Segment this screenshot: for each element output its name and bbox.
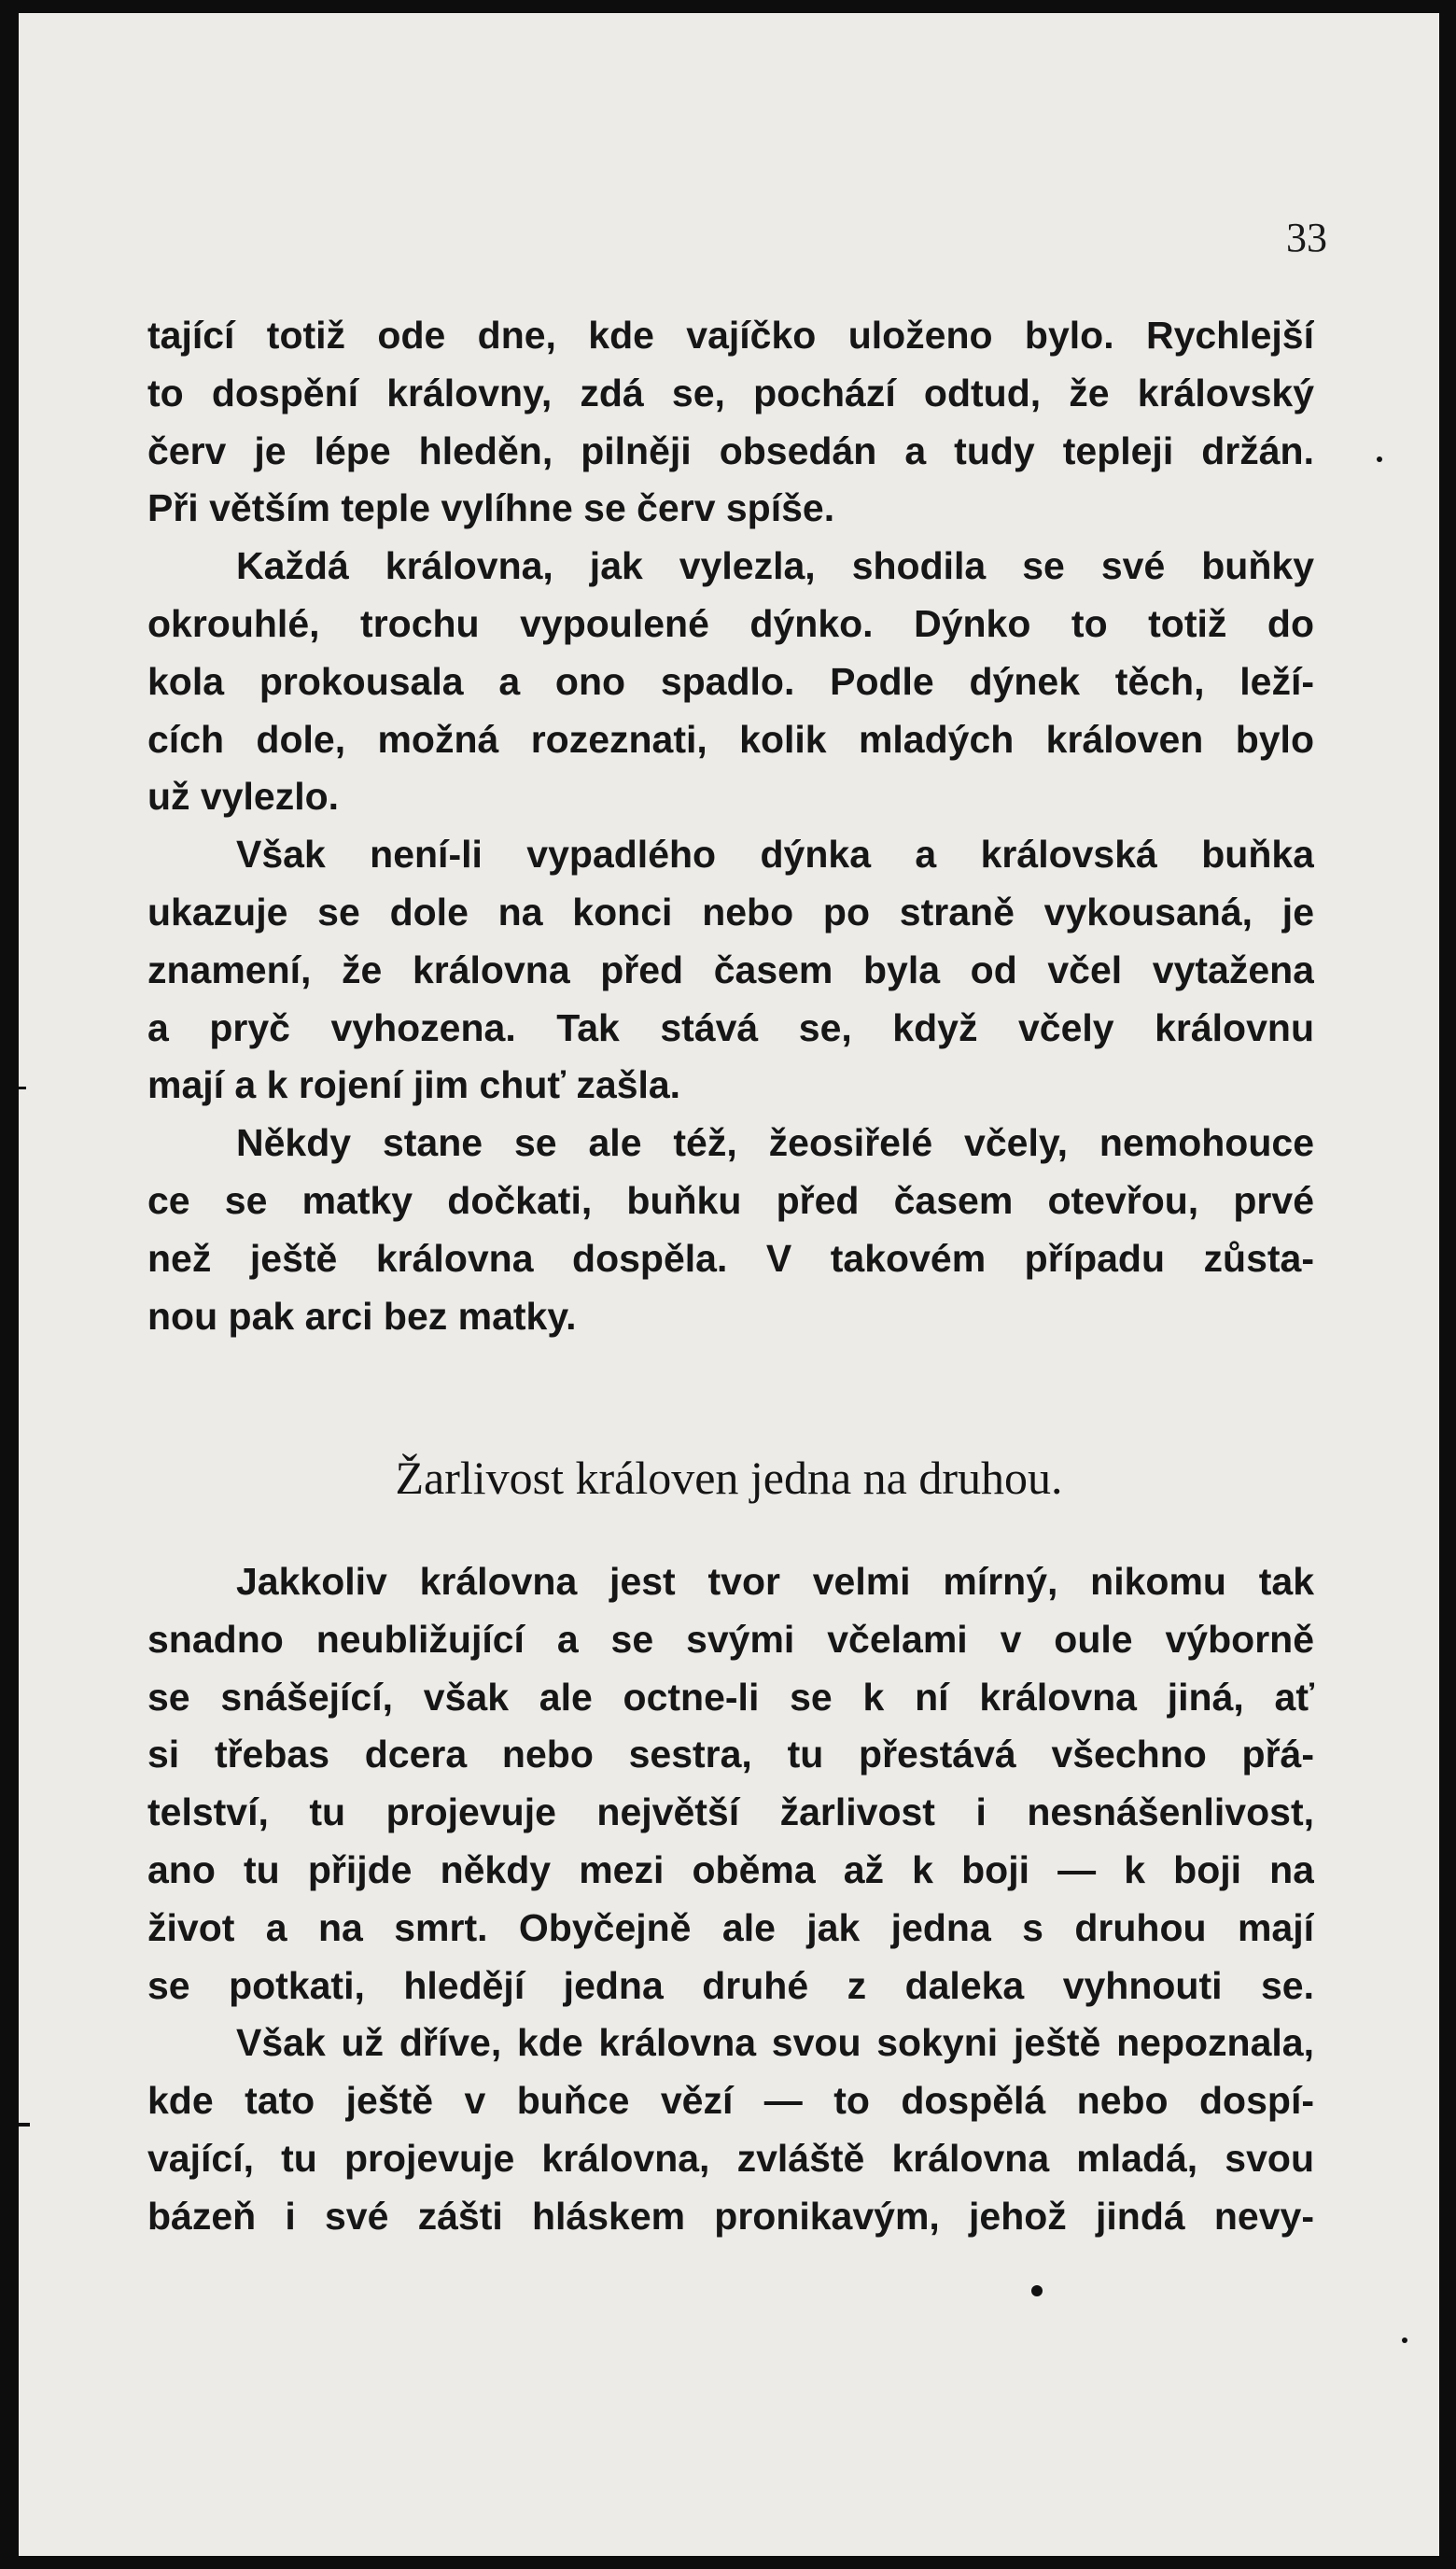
- section-heading: Žarlivost královen jedna na druhou.: [395, 1452, 1063, 1504]
- text-line: červ je lépe hleděn, pilněji obsedán a tudy tepleji držán.: [147, 428, 1314, 472]
- page-number: 33: [1286, 215, 1327, 260]
- text-line: snadno neubližující a se svými včelami v oule výborně: [147, 1617, 1314, 1661]
- text-line: Při větším teple vylíhne se červ spíše.: [147, 486, 835, 530]
- text-line: Každá královna, jak vylezla, shodila se své buňky: [236, 544, 1314, 588]
- text-line: mají a k rojení jim chuť zašla.: [147, 1063, 681, 1107]
- text-line: nou pak arci bez matky.: [147, 1294, 577, 1338]
- book-page: [19, 13, 1439, 2556]
- scan-speck: [1377, 456, 1382, 462]
- text-line: se potkati, hledějí jedna druhé z daleka vyhnouti se.: [147, 1963, 1314, 2007]
- text-line: okrouhlé, trochu vypoulené dýnko. Dýnko to totiž do: [147, 601, 1314, 645]
- text-line: kola prokousala a ono spadlo. Podle dýnek těch, leží-: [147, 659, 1314, 703]
- text-line: se snášející, však ale octne-li se k ní královna jiná, ať: [147, 1675, 1314, 1719]
- text-line: Však už dříve, kde královna svou sokyni ještě nepoznala,: [236, 2021, 1314, 2065]
- text-line: vající, tu projevuje královna, zvláště královna mladá, svou: [147, 2136, 1314, 2180]
- text-line: ukazuje se dole na konci nebo po straně vykousaná, je: [147, 890, 1314, 934]
- text-line: si třebas dcera nebo sestra, tu přestává všechno přá-: [147, 1733, 1314, 1776]
- text-line: bázeň i své zášti hláskem pronikavým, jehož jindá nevy-: [147, 2194, 1314, 2238]
- text-line: kde tato ještě v buňce vězí — to dospělá nebo dospí-: [147, 2079, 1314, 2123]
- text-line: život a na smrt. Obyčejně ale jak jedna s druhou mají: [147, 1905, 1314, 1949]
- section-body-2: [147, 1553, 1314, 2246]
- text-line: ce se matky dočkati, buňku před časem otevřou, prvé: [147, 1178, 1314, 1222]
- text-line: a pryč vyhozena. Tak stává se, když včely královnu: [147, 1005, 1314, 1049]
- text-line: telství, tu projevuje největší žarlivost i nesnášenlivost,: [147, 1790, 1314, 1834]
- text-line: to dospění královny, zdá se, pochází odtud, že královský: [147, 371, 1314, 414]
- text-line: cích dole, možná rozeznati, kolik mladých královen bylo: [147, 717, 1314, 761]
- text-line: už vylezlo.: [147, 775, 340, 819]
- text-line: ano tu přijde někdy mezi oběma až k boji — k boji na: [147, 1847, 1314, 1891]
- text-line: Jakkoliv královna jest tvor velmi mírný, nikomu tak: [236, 1560, 1314, 1603]
- section-body-1: [147, 307, 1314, 1345]
- scan-speck: [1402, 2337, 1407, 2343]
- text-line: Někdy stane se ale též, žeosiřelé včely, nemohouce: [236, 1121, 1314, 1165]
- text-line: Však není-li vypadlého dýnka a královská buňka: [236, 833, 1314, 877]
- text-line: tající totiž ode dne, kde vajíčko uloženo bylo. Rychlejší: [147, 314, 1314, 357]
- scan-speck: [1031, 2285, 1043, 2296]
- binding-mark: [19, 1087, 26, 1089]
- text-line: znamení, že královna před časem byla od včel vytažena: [147, 948, 1314, 991]
- binding-mark: [19, 2123, 30, 2127]
- text-line: než ještě královna dospěla. V takovém případu zůsta-: [147, 1236, 1314, 1280]
